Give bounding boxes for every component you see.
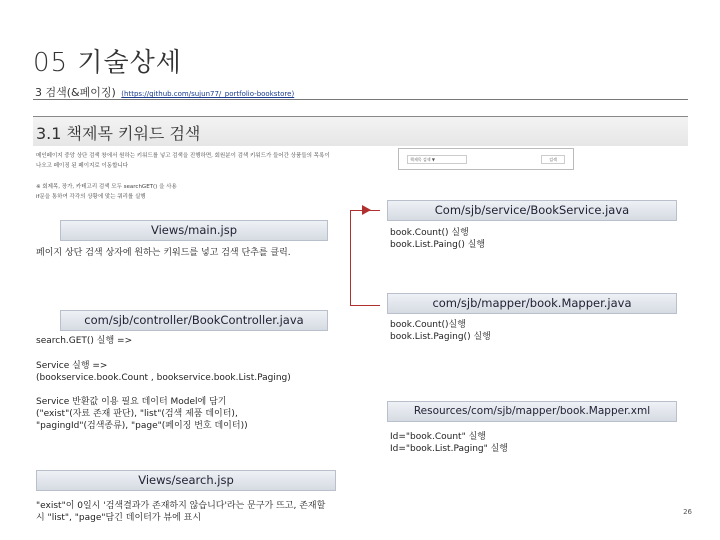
note-line-2: if문을 통하여 각각의 상황에 맞는 쿼리를 실행 [36,194,146,200]
service-line-2: book.List.Paing() 실행 [390,240,486,250]
controller-line-4: Service 반환값 이용 필요 데이터 Model에 담기 [36,397,227,407]
controller-line-5: ("exist"(자료 존재 판단), "list"(검색 제품 데이터), [36,409,238,419]
controller-line-2: Service 실행 => [36,361,108,371]
connector-controller-service [350,210,380,306]
page-number: 26 [683,508,692,516]
controller-line-1: search.GET() 실행 => [36,336,133,346]
controller-line-6: "pagingId"(검색종류), "page"(페이징 번호 데이터)) [36,421,248,431]
subtitle-text: 3 검색(&페이징) [35,86,116,99]
slide-title: 05 기술상세 [33,48,182,78]
main-jsp-text: 페이지 상단 검색 상자에 원하는 키워드를 넣고 검색 단추를 클릭. [36,248,291,258]
search-jsp-header: Views/search.jsp [36,470,336,491]
search-screenshot-thumbnail [398,148,574,170]
mapper-header: com/sjb/mapper/book.Mapper.java [387,293,677,314]
mapper-xml-line-1: Id="book.Count" 실행 [390,432,486,442]
title-divider [33,99,688,100]
section-title: 3.1 책제목 키워드 검색 [36,124,201,143]
section-description: 메인페이지 중앙 상단 검색 창에서 원하는 키워드를 넣고 검색을 진행하면, 회원분이 검색 키워드가 들어간 상품들의 목록이 나오고 페이징 된 페이지로 이동합니다 [36,153,330,169]
search-type-select: 책제목 검색 ▼ [407,155,467,164]
service-header: Com/sjb/service/BookService.java [387,200,677,221]
controller-header: com/sjb/controller/BookController.java [60,310,328,331]
search-jsp-text: "exist"이 0일시 '검색결과가 존재하지 않습니다'라는 문구가 뜨고, 존재할 시 "list", "page"담긴 데이터가 뷰에 표시 [36,501,326,523]
slide-subtitle [35,84,294,100]
controller-line-3: (bookservice.book.Count , bookservice.book.List.Paging) [36,373,291,383]
mapper-line-1: book.Count()실행 [390,320,466,330]
mapper-line-2: book.List.Paging() 실행 [390,332,491,342]
mapper-xml-line-2: Id="book.List.Paging" 실행 [390,444,508,454]
github-link[interactable]: (https://github.com/sujun77/_portfolio-bookstore) [121,90,295,98]
main-jsp-header: Views/main.jsp [60,220,328,241]
search-button-thumbnail: 검색 [541,155,565,164]
note-line-1: ※ 회제목, 장가, 카테고리 검색 모두 searchGET() 을 사용 [36,184,177,190]
section-note [36,182,336,202]
service-line-1: book.Count() 실행 [390,228,469,238]
mapper-xml-header: Resources/com/sjb/mapper/book.Mapper.xml [387,401,677,422]
connector-arrowhead [362,205,371,215]
